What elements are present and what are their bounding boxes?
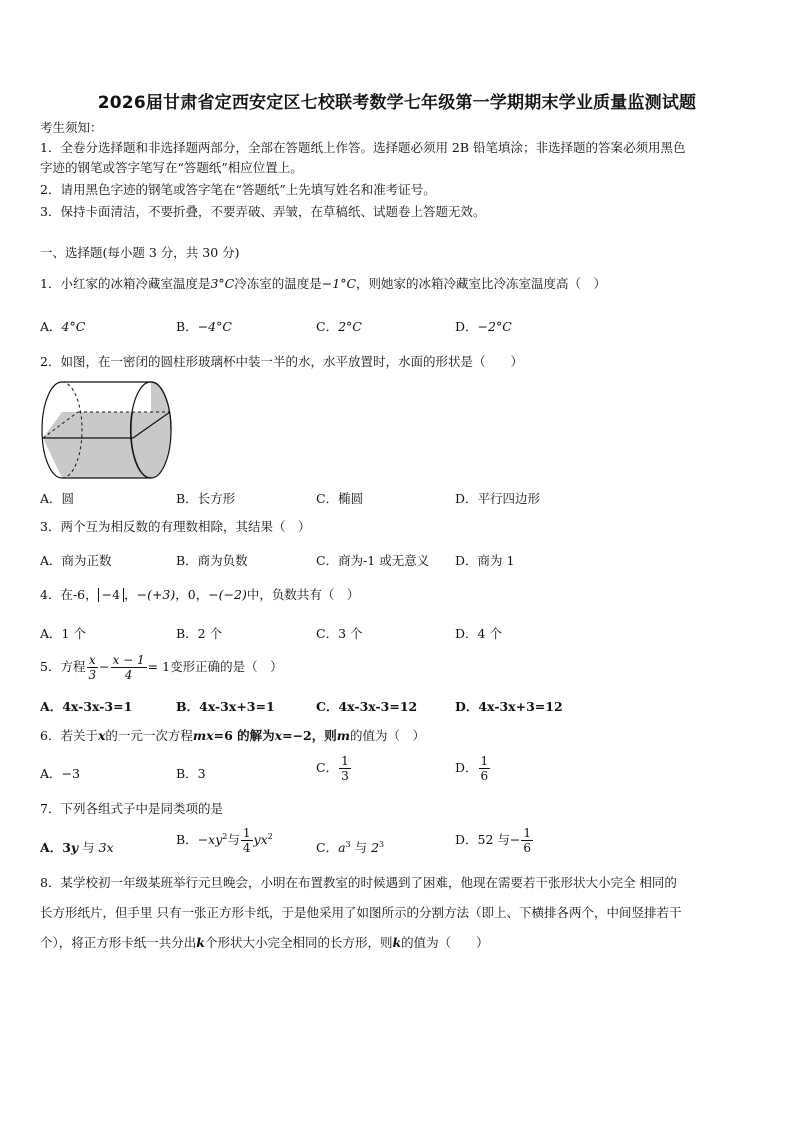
- absolute-value: −4: [98, 588, 124, 602]
- section-choice-heading: 一、选择题(每小题 3 分，共 30 分): [40, 245, 240, 260]
- question-6: 6．若关于x的一元一次方程mx=6 的解为x=−2，则m的值为（ ）: [40, 728, 425, 743]
- q3-option-a[interactable]: A．商为正数: [40, 553, 112, 568]
- q7-option-c[interactable]: C．$a^3$ 与 $2^3$: [316, 839, 385, 855]
- q4-option-b[interactable]: B．2 个: [176, 626, 223, 641]
- notice-item-1-line-1: 1．全卷分选择题和非选择题两部分，全部在答题纸上作答。选择题必须用 2B 铅笔填涂；非选择题的答案必须用黑色: [40, 140, 686, 155]
- notice-heading: 考生须知：: [40, 120, 103, 135]
- q6-option-d[interactable]: D． $\frac{1}{6}$: [455, 754, 489, 783]
- q4-option-c[interactable]: C．3 个: [316, 626, 363, 641]
- question-8-line-3: 个），将正方形卡纸一共分出k个形状大小完全相同的长方形，则k的值为（ ）: [40, 935, 489, 950]
- notice-item-2: 2．请用黑色字迹的钢笔或答字笔在“答题纸”上先填写姓名和准考证号。: [40, 182, 436, 197]
- question-5: 5．方程 $\frac{x}{3}$ − $\frac{x - 1}{4}$ = 1变形正确的是（ ）: [40, 653, 283, 682]
- q4-option-a[interactable]: A．1 个: [40, 626, 86, 641]
- q1-option-b[interactable]: B．−4°C: [176, 319, 232, 334]
- cylinder-figure: [38, 378, 176, 482]
- notice-item-1-line-2: 字迹的钢笔或答字笔写在“答题纸”相应位置上。: [40, 160, 303, 175]
- q2-option-b[interactable]: B．长方形: [176, 491, 236, 506]
- q1-option-d[interactable]: D．−2°C: [455, 319, 512, 334]
- q6-option-a[interactable]: A．−3: [40, 766, 80, 781]
- q4-option-d[interactable]: D．4 个: [455, 626, 502, 641]
- q1-option-a[interactable]: A．4°C: [40, 319, 86, 334]
- fraction-x-over-3: $\frac{x}{3}$: [88, 653, 97, 682]
- q5-option-a[interactable]: A．4x-3x-3=1: [40, 699, 133, 714]
- question-8-line-2: 长方形纸片，但手里 只有一张正方形卡纸，于是他采用了如图所示的分割方法（即上、下横排各两个，中间竖排若干: [40, 905, 682, 920]
- q7-option-a[interactable]: A．3y 与 3x: [40, 840, 114, 855]
- q6-option-b[interactable]: B．3: [176, 766, 206, 781]
- q5-option-b[interactable]: B．4x-3x+3=1: [176, 699, 275, 714]
- fraction-x-minus-1-over-4: $\frac{x - 1}{4}$: [112, 653, 145, 682]
- q3-option-b[interactable]: B．商为负数: [176, 553, 248, 568]
- exam-title: 2026届甘肃省定西安定区七校联考数学七年级第一学期期末学业质量监测试题: [97, 93, 697, 113]
- q7-option-d[interactable]: D．52 与− $\frac{1}{6}$: [455, 826, 532, 855]
- q2-option-d[interactable]: D．平行四边形: [455, 491, 541, 506]
- q2-option-c[interactable]: C．椭圆: [316, 491, 364, 506]
- q7-option-b[interactable]: B．$-xy^2$与 $\frac{1}{4}$ $yx^2$: [176, 826, 273, 855]
- question-3: 3．两个互为相反数的有理数相除，其结果（ ）: [40, 519, 311, 534]
- q6-option-c[interactable]: C． $\frac{1}{3}$: [316, 754, 349, 783]
- question-2: 2．如图，在一密闭的圆柱形玻璃杯中装一半的水，水平放置时，水面的形状是（ ）: [40, 354, 523, 369]
- q2-option-a[interactable]: A．圆: [40, 491, 75, 506]
- q3-option-c[interactable]: C．商为-1 或无意义: [316, 553, 430, 568]
- question-1: 1．小红家的冰箱冷藏室温度是3°C冷冻室的温度是−1°C，则她家的冰箱冷藏室比冷冻室温度高（ ）: [40, 276, 607, 291]
- q5-option-d[interactable]: D．4x-3x+3=12: [455, 699, 563, 714]
- question-8-line-1: 8．某学校初一年级某班举行元旦晚会，小明在布置教室的时候遇到了困难，他现在需要若干张形状大小完全 相同的: [40, 875, 677, 890]
- q3-option-d[interactable]: D．商为 1: [455, 553, 515, 568]
- question-4: 4．在-6， −4 ，−(+3)，0，−(−2)中，负数共有（ ）: [40, 587, 360, 602]
- notice-item-3: 3．保持卡面清洁，不要折叠，不要弄破、弄皱，在草稿纸、试题卷上答题无效。: [40, 204, 486, 219]
- q5-option-c[interactable]: C．4x-3x-3=12: [316, 699, 418, 714]
- question-7: 7．下列各组式子中是同类项的是: [40, 801, 223, 816]
- q1-option-c[interactable]: C．2°C: [316, 319, 362, 334]
